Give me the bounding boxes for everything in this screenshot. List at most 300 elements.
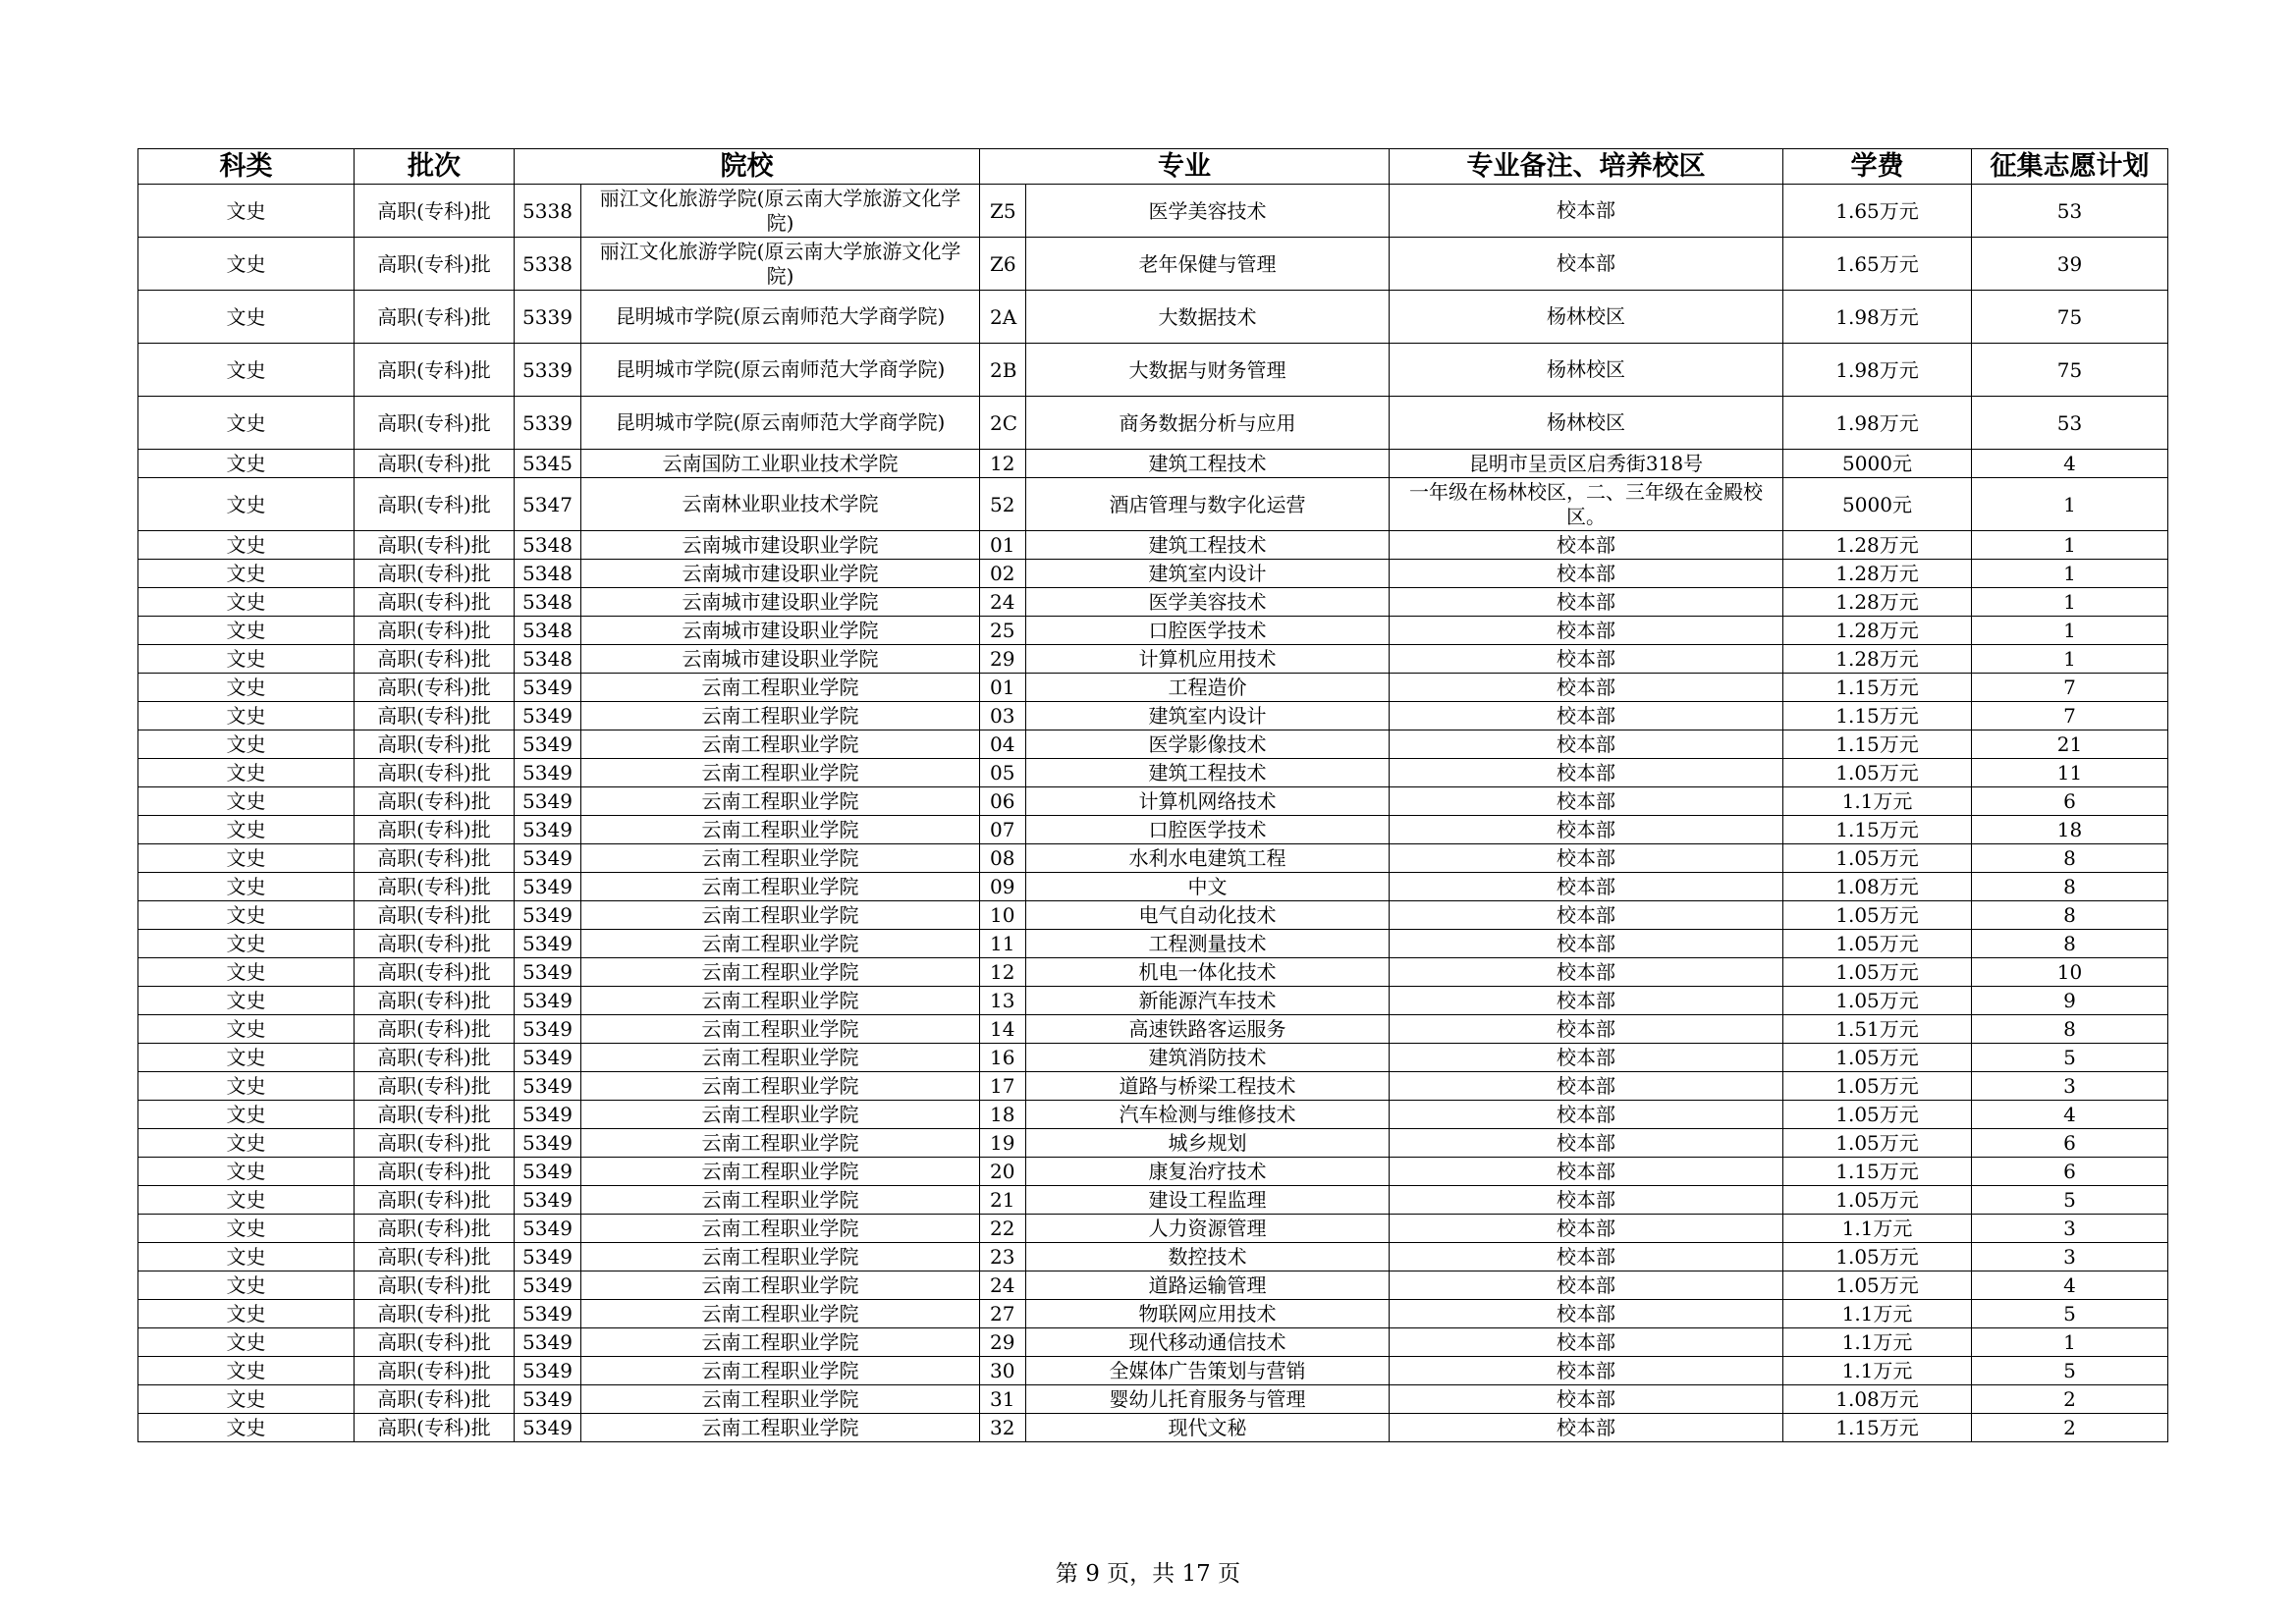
cell-batch: 高职(专科)批 xyxy=(355,1101,515,1129)
cell-note: 校本部 xyxy=(1390,617,1783,645)
table-row xyxy=(138,1044,2168,1072)
table-row xyxy=(138,1129,2168,1158)
table-row xyxy=(138,730,2168,759)
cell-batch: 高职(专科)批 xyxy=(355,1300,515,1328)
table-row xyxy=(138,1158,2168,1186)
cell-note: 校本部 xyxy=(1390,1215,1783,1243)
cell-category: 文史 xyxy=(138,1101,355,1129)
cell-batch: 高职(专科)批 xyxy=(355,873,515,901)
cell-major-name: 计算机网络技术 xyxy=(1026,787,1390,816)
header-fee: 学费 xyxy=(1783,149,1972,185)
cell-school-code: 5349 xyxy=(515,873,581,901)
table-row xyxy=(138,1414,2168,1442)
cell-fee: 1.05万元 xyxy=(1783,987,1972,1015)
table-row xyxy=(138,674,2168,702)
cell-note: 校本部 xyxy=(1390,958,1783,987)
table-row xyxy=(138,816,2168,844)
cell-school-name: 云南工程职业学院 xyxy=(581,787,980,816)
cell-category: 文史 xyxy=(138,930,355,958)
cell-school-name: 丽江文化旅游学院(原云南大学旅游文化学院) xyxy=(581,238,980,291)
cell-major-code: 13 xyxy=(980,987,1026,1015)
cell-fee: 1.65万元 xyxy=(1783,238,1972,291)
cell-major-code: 29 xyxy=(980,645,1026,674)
cell-note: 杨林校区 xyxy=(1390,291,1783,344)
cell-major-code: 05 xyxy=(980,759,1026,787)
cell-school-name: 云南工程职业学院 xyxy=(581,1271,980,1300)
table-row xyxy=(138,987,2168,1015)
cell-note: 校本部 xyxy=(1390,674,1783,702)
cell-fee: 1.98万元 xyxy=(1783,344,1972,397)
cell-plan: 1 xyxy=(1972,560,2168,588)
cell-category: 文史 xyxy=(138,674,355,702)
cell-major-code: 52 xyxy=(980,478,1026,531)
cell-school-code: 5349 xyxy=(515,1328,581,1357)
cell-category: 文史 xyxy=(138,873,355,901)
table-row xyxy=(138,787,2168,816)
cell-plan: 1 xyxy=(1972,531,2168,560)
cell-fee: 1.15万元 xyxy=(1783,1414,1972,1442)
cell-major-code: 21 xyxy=(980,1186,1026,1215)
cell-major-code: 04 xyxy=(980,730,1026,759)
cell-note: 校本部 xyxy=(1390,1414,1783,1442)
cell-school-code: 5349 xyxy=(515,730,581,759)
cell-batch: 高职(专科)批 xyxy=(355,901,515,930)
cell-note: 校本部 xyxy=(1390,1129,1783,1158)
cell-note: 校本部 xyxy=(1390,1271,1783,1300)
cell-category: 文史 xyxy=(138,238,355,291)
cell-plan: 7 xyxy=(1972,702,2168,730)
cell-major-code: 31 xyxy=(980,1385,1026,1414)
cell-school-name: 云南工程职业学院 xyxy=(581,1300,980,1328)
cell-category: 文史 xyxy=(138,1271,355,1300)
cell-major-name: 婴幼儿托育服务与管理 xyxy=(1026,1385,1390,1414)
cell-plan: 8 xyxy=(1972,844,2168,873)
cell-category: 文史 xyxy=(138,759,355,787)
cell-category: 文史 xyxy=(138,1385,355,1414)
cell-school-name: 云南工程职业学院 xyxy=(581,1158,980,1186)
cell-school-name: 云南工程职业学院 xyxy=(581,759,980,787)
cell-batch: 高职(专科)批 xyxy=(355,344,515,397)
cell-fee: 1.05万元 xyxy=(1783,930,1972,958)
cell-category: 文史 xyxy=(138,397,355,450)
table-row xyxy=(138,450,2168,478)
cell-plan: 7 xyxy=(1972,674,2168,702)
cell-note: 校本部 xyxy=(1390,702,1783,730)
cell-school-code: 5348 xyxy=(515,617,581,645)
cell-category: 文史 xyxy=(138,958,355,987)
cell-category: 文史 xyxy=(138,531,355,560)
cell-plan: 8 xyxy=(1972,1015,2168,1044)
cell-school-name: 云南工程职业学院 xyxy=(581,930,980,958)
cell-major-code: 2B xyxy=(980,344,1026,397)
cell-note: 校本部 xyxy=(1390,531,1783,560)
cell-plan: 3 xyxy=(1972,1072,2168,1101)
cell-plan: 6 xyxy=(1972,787,2168,816)
cell-major-code: 06 xyxy=(980,787,1026,816)
cell-note: 校本部 xyxy=(1390,759,1783,787)
cell-category: 文史 xyxy=(138,1414,355,1442)
cell-batch: 高职(专科)批 xyxy=(355,759,515,787)
table-row xyxy=(138,1101,2168,1129)
cell-plan: 3 xyxy=(1972,1243,2168,1271)
cell-major-name: 建设工程监理 xyxy=(1026,1186,1390,1215)
cell-major-name: 酒店管理与数字化运营 xyxy=(1026,478,1390,531)
table-row xyxy=(138,1328,2168,1357)
table-row xyxy=(138,930,2168,958)
cell-major-code: 12 xyxy=(980,450,1026,478)
admission-plan-table xyxy=(137,148,2168,1442)
cell-school-name: 云南林业职业技术学院 xyxy=(581,478,980,531)
cell-school-code: 5339 xyxy=(515,291,581,344)
cell-school-code: 5348 xyxy=(515,645,581,674)
table-row xyxy=(138,1271,2168,1300)
cell-major-name: 建筑工程技术 xyxy=(1026,759,1390,787)
cell-plan: 10 xyxy=(1972,958,2168,987)
cell-fee: 5000元 xyxy=(1783,478,1972,531)
cell-fee: 1.15万元 xyxy=(1783,702,1972,730)
cell-batch: 高职(专科)批 xyxy=(355,397,515,450)
cell-major-name: 道路运输管理 xyxy=(1026,1271,1390,1300)
table-row xyxy=(138,588,2168,617)
cell-note: 校本部 xyxy=(1390,1101,1783,1129)
cell-fee: 1.28万元 xyxy=(1783,645,1972,674)
cell-fee: 1.98万元 xyxy=(1783,397,1972,450)
cell-category: 文史 xyxy=(138,344,355,397)
cell-fee: 1.08万元 xyxy=(1783,1385,1972,1414)
cell-major-name: 电气自动化技术 xyxy=(1026,901,1390,930)
cell-batch: 高职(专科)批 xyxy=(355,930,515,958)
cell-category: 文史 xyxy=(138,478,355,531)
cell-category: 文史 xyxy=(138,901,355,930)
cell-note: 校本部 xyxy=(1390,1158,1783,1186)
cell-major-name: 医学美容技术 xyxy=(1026,185,1390,238)
cell-major-code: Z6 xyxy=(980,238,1026,291)
cell-plan: 2 xyxy=(1972,1385,2168,1414)
cell-fee: 1.05万元 xyxy=(1783,1271,1972,1300)
cell-plan: 6 xyxy=(1972,1129,2168,1158)
cell-note: 校本部 xyxy=(1390,730,1783,759)
cell-batch: 高职(专科)批 xyxy=(355,1072,515,1101)
cell-plan: 3 xyxy=(1972,1215,2168,1243)
cell-major-code: 01 xyxy=(980,674,1026,702)
cell-major-code: 14 xyxy=(980,1015,1026,1044)
cell-batch: 高职(专科)批 xyxy=(355,958,515,987)
page-number: 第 9 页，共 17 页 xyxy=(1055,1561,1241,1587)
cell-note: 校本部 xyxy=(1390,1243,1783,1271)
cell-school-name: 云南城市建设职业学院 xyxy=(581,560,980,588)
header-row xyxy=(138,149,2168,185)
cell-note: 校本部 xyxy=(1390,588,1783,617)
cell-plan: 1 xyxy=(1972,478,2168,531)
cell-fee: 1.05万元 xyxy=(1783,901,1972,930)
cell-school-name: 云南工程职业学院 xyxy=(581,1357,980,1385)
cell-school-code: 5349 xyxy=(515,901,581,930)
cell-plan: 1 xyxy=(1972,617,2168,645)
cell-major-name: 新能源汽车技术 xyxy=(1026,987,1390,1015)
cell-category: 文史 xyxy=(138,730,355,759)
cell-school-name: 云南工程职业学院 xyxy=(581,1215,980,1243)
cell-school-code: 5349 xyxy=(515,787,581,816)
cell-fee: 1.1万元 xyxy=(1783,1300,1972,1328)
cell-category: 文史 xyxy=(138,1072,355,1101)
cell-plan: 5 xyxy=(1972,1186,2168,1215)
cell-major-code: 25 xyxy=(980,617,1026,645)
cell-school-code: 5347 xyxy=(515,478,581,531)
cell-note: 杨林校区 xyxy=(1390,397,1783,450)
cell-fee: 1.05万元 xyxy=(1783,958,1972,987)
cell-note: 校本部 xyxy=(1390,1357,1783,1385)
cell-plan: 8 xyxy=(1972,930,2168,958)
cell-major-code: 30 xyxy=(980,1357,1026,1385)
header-school: 院校 xyxy=(515,149,980,185)
cell-fee: 1.65万元 xyxy=(1783,185,1972,238)
cell-plan: 2 xyxy=(1972,1414,2168,1442)
cell-fee: 1.28万元 xyxy=(1783,560,1972,588)
cell-school-code: 5349 xyxy=(515,958,581,987)
cell-school-code: 5349 xyxy=(515,1215,581,1243)
cell-batch: 高职(专科)批 xyxy=(355,1328,515,1357)
cell-note: 校本部 xyxy=(1390,1015,1783,1044)
table-row xyxy=(138,1015,2168,1044)
cell-school-name: 云南工程职业学院 xyxy=(581,1414,980,1442)
cell-school-code: 5349 xyxy=(515,1243,581,1271)
table-row xyxy=(138,1300,2168,1328)
cell-major-code: 20 xyxy=(980,1158,1026,1186)
cell-plan: 8 xyxy=(1972,901,2168,930)
cell-category: 文史 xyxy=(138,1158,355,1186)
table-row xyxy=(138,1072,2168,1101)
cell-major-name: 现代移动通信技术 xyxy=(1026,1328,1390,1357)
cell-school-name: 云南城市建设职业学院 xyxy=(581,531,980,560)
cell-school-code: 5338 xyxy=(515,238,581,291)
cell-batch: 高职(专科)批 xyxy=(355,291,515,344)
cell-batch: 高职(专科)批 xyxy=(355,1414,515,1442)
cell-school-name: 云南工程职业学院 xyxy=(581,958,980,987)
cell-school-name: 云南工程职业学院 xyxy=(581,1072,980,1101)
table-row xyxy=(138,759,2168,787)
cell-school-name: 云南工程职业学院 xyxy=(581,730,980,759)
cell-major-name: 中文 xyxy=(1026,873,1390,901)
cell-category: 文史 xyxy=(138,816,355,844)
cell-major-name: 建筑工程技术 xyxy=(1026,450,1390,478)
table-row xyxy=(138,702,2168,730)
cell-major-name: 现代文秘 xyxy=(1026,1414,1390,1442)
table-row xyxy=(138,291,2168,344)
cell-major-code: 10 xyxy=(980,901,1026,930)
cell-note: 校本部 xyxy=(1390,645,1783,674)
cell-note: 校本部 xyxy=(1390,1186,1783,1215)
table-row xyxy=(138,617,2168,645)
cell-fee: 1.05万元 xyxy=(1783,1072,1972,1101)
cell-plan: 75 xyxy=(1972,291,2168,344)
cell-school-name: 云南工程职业学院 xyxy=(581,901,980,930)
cell-category: 文史 xyxy=(138,1186,355,1215)
cell-school-code: 5349 xyxy=(515,1186,581,1215)
cell-major-code: 19 xyxy=(980,1129,1026,1158)
cell-category: 文史 xyxy=(138,588,355,617)
cell-school-code: 5349 xyxy=(515,1414,581,1442)
cell-major-name: 工程测量技术 xyxy=(1026,930,1390,958)
cell-batch: 高职(专科)批 xyxy=(355,730,515,759)
cell-note: 昆明市呈贡区启秀街318号 xyxy=(1390,450,1783,478)
cell-school-code: 5349 xyxy=(515,1129,581,1158)
cell-batch: 高职(专科)批 xyxy=(355,1158,515,1186)
cell-category: 文史 xyxy=(138,1300,355,1328)
cell-school-code: 5349 xyxy=(515,1300,581,1328)
header-note: 专业备注、培养校区 xyxy=(1390,149,1783,185)
cell-plan: 5 xyxy=(1972,1044,2168,1072)
cell-fee: 5000元 xyxy=(1783,450,1972,478)
cell-school-code: 5349 xyxy=(515,1044,581,1072)
cell-note: 校本部 xyxy=(1390,987,1783,1015)
cell-school-code: 5345 xyxy=(515,450,581,478)
cell-school-code: 5349 xyxy=(515,1271,581,1300)
cell-category: 文史 xyxy=(138,291,355,344)
cell-school-code: 5348 xyxy=(515,560,581,588)
cell-school-name: 昆明城市学院(原云南师范大学商学院) xyxy=(581,397,980,450)
cell-plan: 11 xyxy=(1972,759,2168,787)
cell-major-code: 12 xyxy=(980,958,1026,987)
cell-major-name: 工程造价 xyxy=(1026,674,1390,702)
cell-note: 校本部 xyxy=(1390,816,1783,844)
cell-batch: 高职(专科)批 xyxy=(355,588,515,617)
cell-category: 文史 xyxy=(138,645,355,674)
cell-major-name: 建筑室内设计 xyxy=(1026,702,1390,730)
cell-major-code: 2C xyxy=(980,397,1026,450)
table-row xyxy=(138,645,2168,674)
cell-batch: 高职(专科)批 xyxy=(355,816,515,844)
cell-school-name: 云南工程职业学院 xyxy=(581,873,980,901)
cell-category: 文史 xyxy=(138,702,355,730)
cell-major-code: 29 xyxy=(980,1328,1026,1357)
cell-plan: 6 xyxy=(1972,1158,2168,1186)
cell-category: 文史 xyxy=(138,1243,355,1271)
cell-note: 校本部 xyxy=(1390,1300,1783,1328)
cell-note: 校本部 xyxy=(1390,787,1783,816)
table-row xyxy=(138,478,2168,531)
cell-batch: 高职(专科)批 xyxy=(355,674,515,702)
cell-fee: 1.05万元 xyxy=(1783,1243,1972,1271)
cell-fee: 1.05万元 xyxy=(1783,759,1972,787)
cell-major-name: 大数据与财务管理 xyxy=(1026,344,1390,397)
cell-fee: 1.1万元 xyxy=(1783,787,1972,816)
cell-note: 校本部 xyxy=(1390,560,1783,588)
cell-school-code: 5349 xyxy=(515,1072,581,1101)
cell-category: 文史 xyxy=(138,844,355,873)
cell-school-code: 5349 xyxy=(515,1357,581,1385)
cell-plan: 8 xyxy=(1972,873,2168,901)
cell-batch: 高职(专科)批 xyxy=(355,531,515,560)
table-row xyxy=(138,958,2168,987)
cell-major-name: 物联网应用技术 xyxy=(1026,1300,1390,1328)
cell-plan: 1 xyxy=(1972,588,2168,617)
cell-school-code: 5349 xyxy=(515,674,581,702)
cell-batch: 高职(专科)批 xyxy=(355,450,515,478)
cell-note: 校本部 xyxy=(1390,901,1783,930)
cell-category: 文史 xyxy=(138,987,355,1015)
cell-plan: 39 xyxy=(1972,238,2168,291)
cell-fee: 1.1万元 xyxy=(1783,1215,1972,1243)
cell-note: 校本部 xyxy=(1390,185,1783,238)
cell-major-name: 水利水电建筑工程 xyxy=(1026,844,1390,873)
cell-major-name: 汽车检测与维修技术 xyxy=(1026,1101,1390,1129)
cell-school-code: 5349 xyxy=(515,1158,581,1186)
table-row xyxy=(138,1385,2168,1414)
cell-school-name: 云南工程职业学院 xyxy=(581,1015,980,1044)
cell-fee: 1.05万元 xyxy=(1783,1044,1972,1072)
cell-school-code: 5349 xyxy=(515,930,581,958)
cell-batch: 高职(专科)批 xyxy=(355,1215,515,1243)
cell-plan: 53 xyxy=(1972,397,2168,450)
cell-major-name: 计算机应用技术 xyxy=(1026,645,1390,674)
cell-batch: 高职(专科)批 xyxy=(355,844,515,873)
cell-major-name: 数控技术 xyxy=(1026,1243,1390,1271)
cell-school-code: 5349 xyxy=(515,1101,581,1129)
cell-plan: 21 xyxy=(1972,730,2168,759)
cell-major-name: 道路与桥梁工程技术 xyxy=(1026,1072,1390,1101)
cell-plan: 9 xyxy=(1972,987,2168,1015)
cell-category: 文史 xyxy=(138,1357,355,1385)
cell-category: 文史 xyxy=(138,787,355,816)
cell-plan: 18 xyxy=(1972,816,2168,844)
cell-batch: 高职(专科)批 xyxy=(355,617,515,645)
cell-school-name: 云南工程职业学院 xyxy=(581,1243,980,1271)
cell-batch: 高职(专科)批 xyxy=(355,1015,515,1044)
cell-school-name: 云南工程职业学院 xyxy=(581,1186,980,1215)
cell-school-code: 5349 xyxy=(515,987,581,1015)
cell-plan: 5 xyxy=(1972,1300,2168,1328)
cell-major-name: 城乡规划 xyxy=(1026,1129,1390,1158)
cell-note: 校本部 xyxy=(1390,873,1783,901)
cell-school-code: 5349 xyxy=(515,702,581,730)
cell-batch: 高职(专科)批 xyxy=(355,787,515,816)
cell-batch: 高职(专科)批 xyxy=(355,1385,515,1414)
cell-school-code: 5349 xyxy=(515,1385,581,1414)
table-row xyxy=(138,1243,2168,1271)
cell-school-name: 云南国防工业职业技术学院 xyxy=(581,450,980,478)
cell-school-code: 5348 xyxy=(515,531,581,560)
cell-major-code: 17 xyxy=(980,1072,1026,1101)
cell-category: 文史 xyxy=(138,1129,355,1158)
cell-note: 校本部 xyxy=(1390,1044,1783,1072)
cell-school-name: 云南工程职业学院 xyxy=(581,1101,980,1129)
cell-note: 校本部 xyxy=(1390,930,1783,958)
cell-fee: 1.51万元 xyxy=(1783,1015,1972,1044)
header-plan: 征集志愿计划 xyxy=(1972,149,2168,185)
cell-plan: 1 xyxy=(1972,645,2168,674)
cell-school-code: 5349 xyxy=(515,816,581,844)
table-row xyxy=(138,1215,2168,1243)
cell-major-code: 03 xyxy=(980,702,1026,730)
cell-fee: 1.1万元 xyxy=(1783,1357,1972,1385)
cell-school-name: 云南工程职业学院 xyxy=(581,1328,980,1357)
cell-batch: 高职(专科)批 xyxy=(355,987,515,1015)
cell-major-name: 人力资源管理 xyxy=(1026,1215,1390,1243)
table-row xyxy=(138,1186,2168,1215)
cell-fee: 1.08万元 xyxy=(1783,873,1972,901)
cell-major-name: 高速铁路客运服务 xyxy=(1026,1015,1390,1044)
cell-major-name: 医学影像技术 xyxy=(1026,730,1390,759)
table-row xyxy=(138,185,2168,238)
cell-school-name: 昆明城市学院(原云南师范大学商学院) xyxy=(581,291,980,344)
cell-school-name: 云南工程职业学院 xyxy=(581,674,980,702)
table-row xyxy=(138,873,2168,901)
cell-school-name: 云南工程职业学院 xyxy=(581,1385,980,1414)
cell-note: 校本部 xyxy=(1390,1072,1783,1101)
cell-major-code: 18 xyxy=(980,1101,1026,1129)
cell-school-code: 5348 xyxy=(515,588,581,617)
cell-note: 校本部 xyxy=(1390,238,1783,291)
